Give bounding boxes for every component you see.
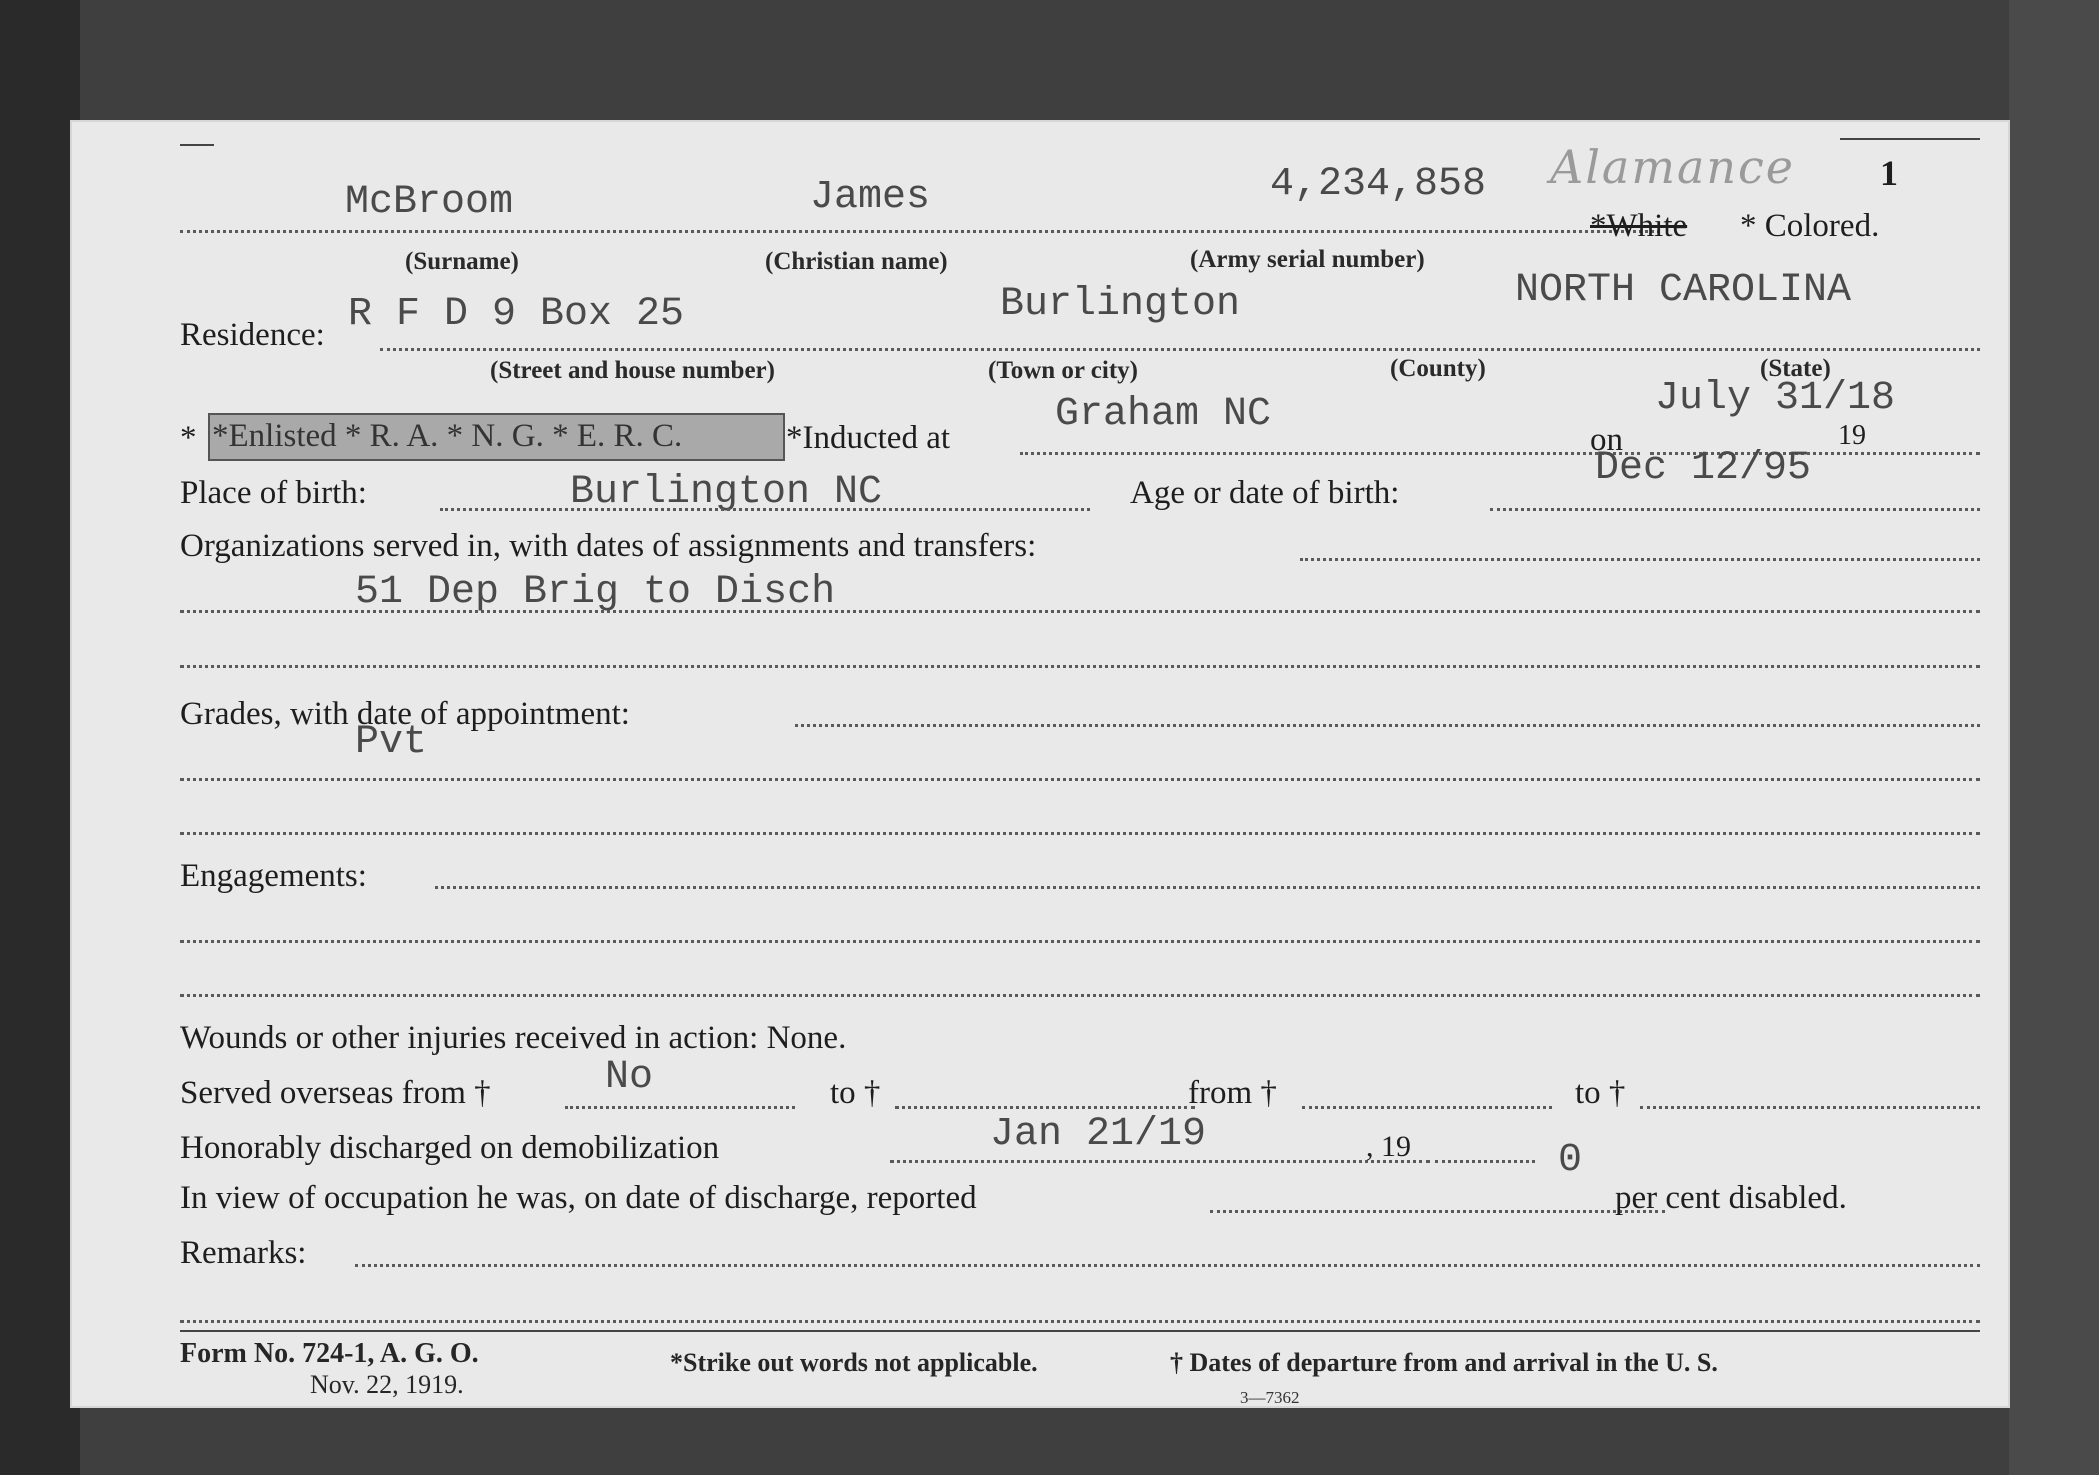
- street-value: R F D 9 Box 25: [348, 292, 685, 337]
- form-date: Nov. 22, 1919.: [310, 1370, 464, 1399]
- residence-label: Residence:: [180, 317, 325, 353]
- inducted-label: *Inducted at: [786, 420, 951, 456]
- serial-number-value: 4,234,858: [1270, 162, 1487, 207]
- engagements-line-1: [435, 886, 1980, 889]
- overseas-to2-label: to †: [1575, 1075, 1626, 1111]
- remarks-label: Remarks:: [180, 1235, 307, 1271]
- discharged-label: Honorably discharged on demobilization: [180, 1130, 720, 1166]
- occupation-line: [1210, 1210, 1665, 1213]
- corner-mark: [180, 144, 214, 146]
- town-value: Burlington: [1000, 282, 1241, 327]
- year-prefix: 19: [1838, 420, 1866, 451]
- surname-value: McBroom: [345, 180, 514, 225]
- asterisk: *: [180, 420, 197, 456]
- enlisted-struck-text: *Enlisted * R. A. * N. G. * E. R. C.: [212, 418, 683, 454]
- dates-note: † Dates of departure from and arrival in the U. S.: [1170, 1348, 1718, 1377]
- remarks-line-2: [180, 1320, 1980, 1323]
- strike-out-note: *Strike out words not applicable.: [670, 1348, 1038, 1377]
- induction-date-value: July 31/18: [1655, 376, 1896, 421]
- footer-rule: [180, 1330, 1980, 1332]
- christian-name-value: James: [810, 175, 931, 220]
- orgs-label: Organizations served in, with dates of assignments and transfers:: [180, 528, 1037, 564]
- remarks-line-1: [355, 1264, 1980, 1267]
- orgs-line-1: [1300, 558, 1980, 561]
- name-line: [180, 230, 1660, 233]
- discharge-year: , 19: [1366, 1130, 1411, 1163]
- scan-left-edge: [0, 0, 80, 1475]
- county-handwritten: Alamance: [1550, 140, 1796, 194]
- overseas-from-line: [565, 1106, 795, 1109]
- caption-christian-name: (Christian name): [765, 248, 948, 275]
- grades-line-3: [180, 832, 1980, 835]
- card-number: 1: [1880, 153, 1898, 193]
- per-cent-label: per cent disabled.: [1615, 1180, 1847, 1216]
- disability-value: 0: [1558, 1138, 1583, 1183]
- on-label: on: [1590, 422, 1623, 458]
- orgs-value: 51 Dep Brig to Disch: [355, 570, 836, 615]
- orgs-line-2: [180, 610, 1980, 613]
- print-code: 3—7362: [1240, 1388, 1300, 1407]
- grades-label: Grades, with date of appointment:: [180, 696, 630, 732]
- place-birth-line: [440, 508, 1090, 511]
- discharge-line: [890, 1160, 1430, 1163]
- engagements-line-2: [180, 940, 1980, 943]
- overseas-from2-label: from †: [1188, 1075, 1277, 1111]
- caption-county: (County): [1390, 355, 1486, 382]
- wounds-label: Wounds or other injuries received in action: None.: [180, 1020, 847, 1056]
- scan-right-edge: [2009, 0, 2099, 1475]
- record-card: [70, 120, 2010, 1408]
- overseas-from2-line: [1302, 1106, 1552, 1109]
- occupation-label: In view of occupation he was, on date of discharge, reported: [180, 1180, 977, 1216]
- caption-state: (State): [1760, 355, 1831, 382]
- overseas-label: Served overseas from †: [180, 1075, 491, 1111]
- engagements-line-3: [180, 994, 1980, 997]
- age-label: Age or date of birth:: [1130, 475, 1400, 511]
- overseas-value: No: [605, 1055, 654, 1100]
- overseas-to-label: to †: [830, 1075, 881, 1111]
- race-colored: * Colored.: [1740, 208, 1880, 244]
- caption-street: (Street and house number): [490, 357, 775, 384]
- residence-line: [380, 348, 1980, 351]
- state-value: NORTH CAROLINA: [1515, 268, 1852, 313]
- orgs-line-3: [180, 665, 1980, 668]
- discharge-date-value: Jan 21/19: [990, 1112, 1207, 1157]
- grades-line-2: [180, 778, 1980, 781]
- caption-serial: (Army serial number): [1190, 246, 1425, 273]
- form-number: Form No. 724-1, A. G. O.: [180, 1338, 479, 1369]
- place-birth-label: Place of birth:: [180, 475, 367, 511]
- birth-date-value: Dec 12/95: [1595, 446, 1812, 491]
- grades-value: Pvt: [355, 720, 428, 765]
- caption-surname: (Surname): [405, 248, 519, 275]
- caption-town: (Town or city): [988, 357, 1138, 384]
- overseas-to2-line: [1640, 1106, 1980, 1109]
- inducted-at-value: Graham NC: [1055, 392, 1272, 437]
- place-birth-value: Burlington NC: [570, 470, 883, 515]
- engagements-label: Engagements:: [180, 858, 367, 894]
- inducted-line: [1020, 452, 1640, 455]
- grades-line-1: [795, 724, 1980, 727]
- discharge-year-line: [1435, 1160, 1535, 1163]
- race-white-struck: *White: [1590, 208, 1688, 244]
- top-rule: [1840, 138, 1980, 140]
- birth-date-line: [1490, 508, 1980, 511]
- overseas-to-line: [895, 1106, 1195, 1109]
